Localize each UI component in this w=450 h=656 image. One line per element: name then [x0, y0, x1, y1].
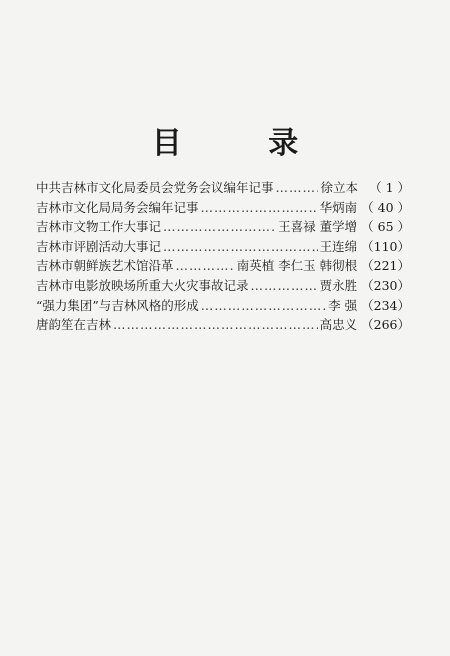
toc-entry-author: 王连绵 [319, 238, 358, 254]
toc-entry-page: （221） [361, 258, 410, 274]
toc-entry-author: 贾永胜 [319, 277, 358, 293]
toc-entry-page: （266） [361, 317, 410, 333]
toc-entry-title: “强力集团”与吉林风格的形成 [36, 297, 199, 313]
toc-entry-page: （230） [361, 277, 410, 293]
toc-entry[interactable] [36, 178, 410, 198]
toc-entry-page: （110） [361, 238, 410, 254]
leader-dots [163, 219, 276, 234]
leader-dots [201, 298, 326, 313]
toc-entry-author: 南英植 李仁玉 韩彻根 [236, 258, 358, 274]
leader-dots [201, 200, 318, 215]
page-title: 目 录 [151, 126, 337, 161]
leader-dots [163, 239, 318, 254]
toc-entry-title: 中共吉林市文化局委员会党务会议编年记事 [36, 180, 274, 195]
toc-entry-page: （ 65 ） [361, 219, 410, 235]
toc-entry[interactable] [36, 217, 410, 237]
toc-entry[interactable] [36, 276, 410, 296]
toc-entry-title: 吉林市电影放映场所重大火灾事故记录 [36, 277, 249, 293]
toc-entry-author: 王喜禄 董学增 [278, 219, 358, 235]
toc-entry-title: 唐韵笙在吉林 [36, 317, 112, 333]
toc-entry-author: 李 强 [328, 297, 358, 313]
table-of-contents [36, 178, 410, 335]
toc-entry-author: 高忠义 [319, 317, 358, 333]
toc-entry-page: （ 1 ） [369, 180, 410, 195]
toc-entry[interactable] [36, 256, 410, 276]
toc-entry-author: 徐立本 [320, 180, 358, 195]
toc-entry-page: （ 40 ） [361, 199, 410, 215]
toc-entry-author: 华炳南 [319, 199, 358, 215]
leader-dots [251, 278, 318, 293]
toc-entry-title: 吉林市评剧活动大事记 [36, 238, 162, 254]
toc-entry[interactable] [36, 296, 410, 316]
toc-entry[interactable] [36, 237, 410, 257]
leader-dots [176, 258, 235, 273]
toc-entry-title: 吉林市文化局局务会编年记事 [36, 199, 199, 215]
leader-dots [276, 180, 319, 195]
toc-entry-title: 吉林市文物工作大事记 [36, 219, 162, 235]
toc-entry[interactable] [36, 315, 410, 335]
toc-entry-title: 吉林市朝鲜族艺术馆沿革 [36, 258, 174, 274]
toc-entry[interactable] [36, 198, 410, 218]
leader-dots [113, 317, 318, 332]
toc-entry-page: （234） [361, 297, 410, 313]
